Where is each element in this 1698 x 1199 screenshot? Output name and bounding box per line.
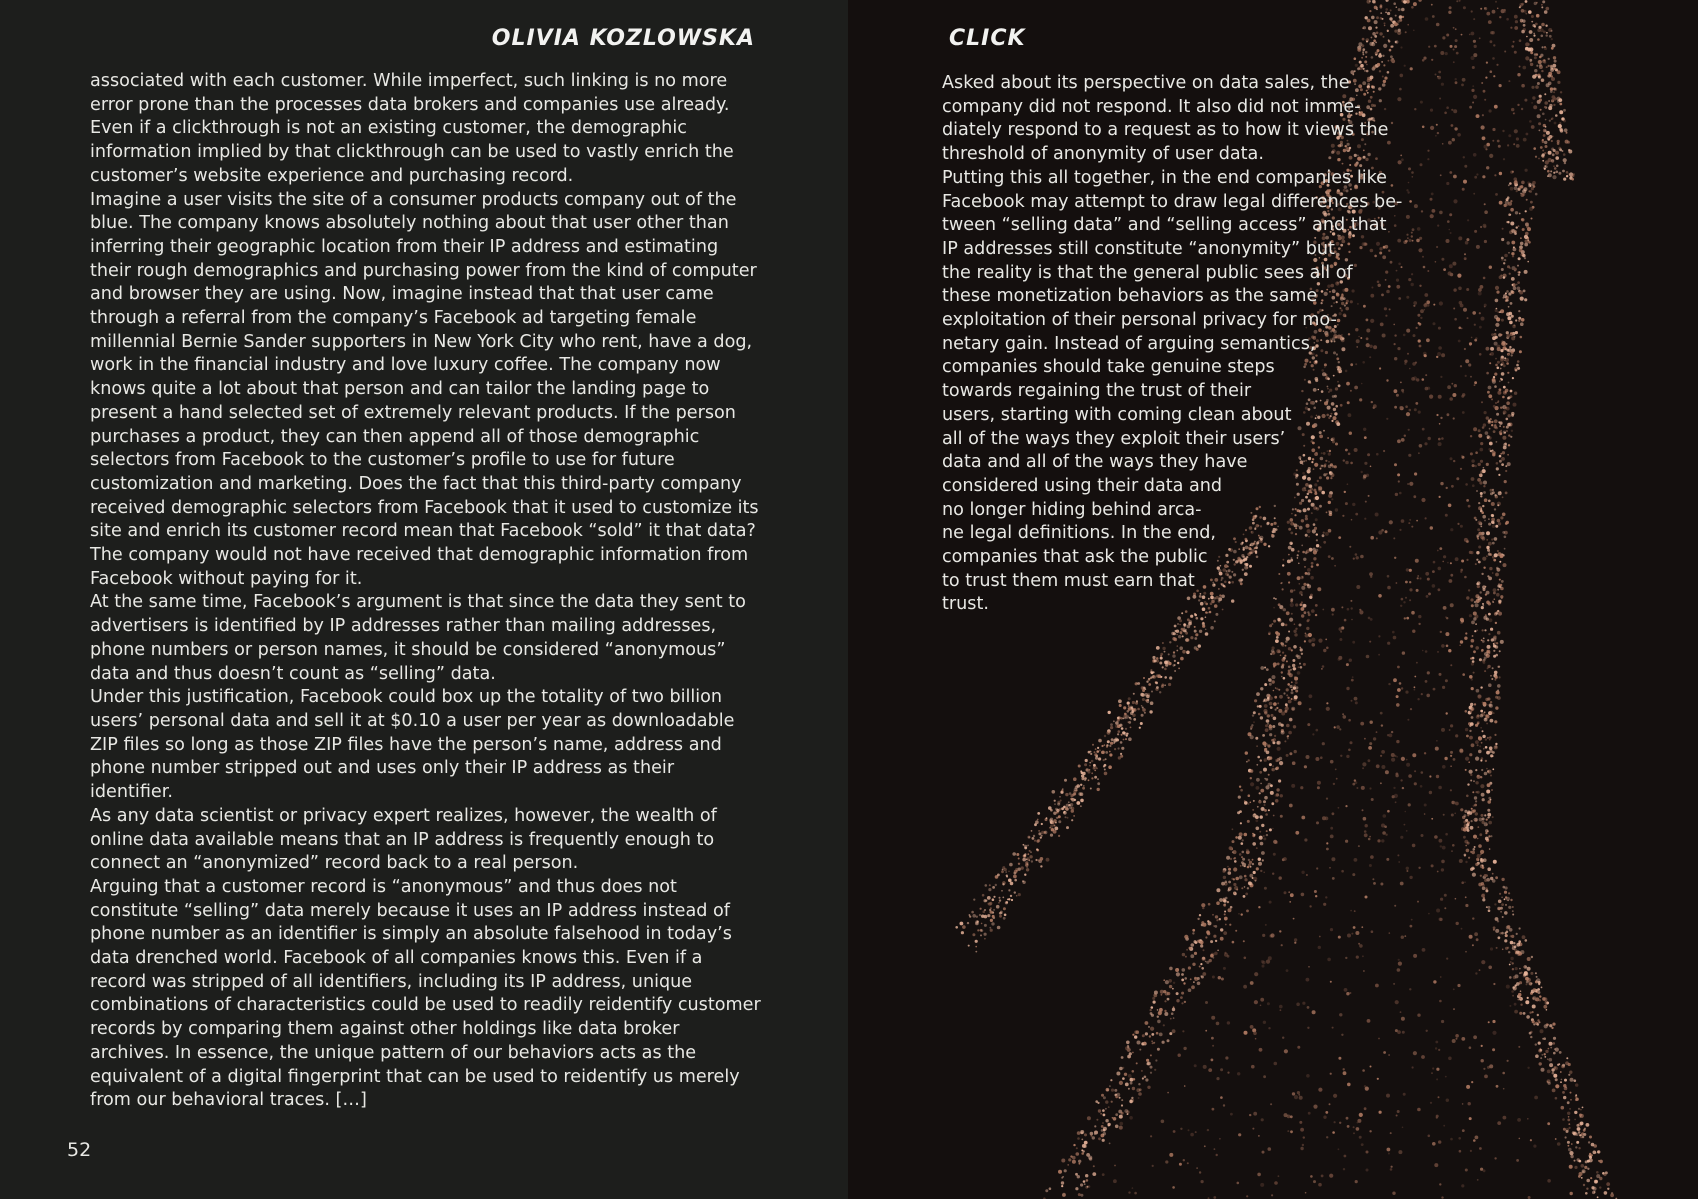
left-paragraph-2: Imagine a user visits the site of a consumer products company out of the blue. The company knows absolutely nothing about that user other than inferring their geographic location from their IP address and estimating their rough demographics and purchasing power from the kind of computer and browser they are using. Now, imagine instead that that user came through a referral from the company’s Facebook ad targeting female millennial Bernie Sander supporters in New York City who rent, have a dog, work in the financial industry and love luxury coffee. The company now knows quite a lot about that person and can tailor the landing page to present a hand selected set of extremely relevant products. If the person purchases a product, they can then append all of those demographic selectors from Facebook to the customer’s profile to use for future customization and marketing. Does the fact that this third-party company received demographic selectors from Facebook that it used to customize its site and enrich its customer record mean that Facebook “sold” it that data? The company would not have received that demographic information from Facebook without paying for it. (90, 189, 759, 589)
text-line: Asked about its perspective on data sales, the (942, 73, 1350, 93)
text-line: users, starting with coming clean about (942, 404, 1292, 425)
left-paragraph-6: Arguing that a customer record is “anonymous” and thus does not constitute “selling” data merely because it uses an IP address instead of phone number as an identifier is simply an absolute falsehood in today’s data drenched world. Facebook of all companies knows this. Even if a record was stripped of all identifiers, including its IP address, unique combinations of characteristics could be used to readily reidentify customer records by comparing them against other holdings like data broker archives. In essence, the unique pattern of our behaviors acts as the equivalent of a digital fingerprint that can be used to reidentify us merely from our behavioral traces. […] (90, 876, 761, 1111)
text-line: the reality is that the general public sees all of (942, 262, 1353, 283)
left-paragraph-1: associated with each customer. While imperfect, such linking is no more error prone than the processes data brokers and companies use already. Even if a clickthrough is not an existing customer, the demographic information implied by that clickthrough can be used to vastly enrich the customer’s website experience and purchasing record. (90, 71, 734, 186)
left-paragraph-3: At the same time, Facebook’s argument is that since the data they sent to advertisers is identified by IP addresses rather than mailing addresses, phone numbers or person names, it should be considered “anonymous” data and thus doesn’t count as “selling” data. (90, 592, 746, 684)
text-line: Facebook may attempt to draw legal differences be- (942, 191, 1403, 212)
text-line: no longer hiding behind arca- (942, 499, 1202, 520)
text-line: ne legal definitions. In the end, (942, 523, 1217, 544)
text-line: companies that ask the public (942, 547, 1208, 568)
left-paragraph-4: Under this justification, Facebook could box up the totality of two billion users’ personal data and sell it at $0.10 a user per year as downloadable ZIP files so long as those ZIP files have the person’s name, address and phone number stripped out and uses only their IP address as their identifier. (90, 687, 735, 803)
text-line: company did not respond. It also did not imme- (942, 96, 1361, 117)
text-line: threshold of anonymity of user data. (942, 144, 1264, 165)
text-line: Putting this all together, in the end companies like (942, 167, 1387, 188)
text-line: IP addresses still constitute “anonymity” but (942, 238, 1335, 259)
left-paragraph-5: As any data scientist or privacy expert realizes, however, the wealth of online data available means that an IP address is frequently enough to connect an “anonymized” record back to a real person. (90, 805, 717, 874)
text-line: all of the ways they exploit their users’ (942, 428, 1286, 449)
text-line: towards regaining the trust of their (942, 381, 1252, 402)
text-line: exploitation of their personal privacy for mo- (942, 310, 1337, 331)
text-line: these monetization behaviors as the same (942, 286, 1318, 307)
text-line: trust. (942, 594, 989, 615)
right-body-text (942, 72, 1462, 617)
right-paragraph-2 (942, 167, 1462, 617)
text-line: tween “selling data” and “selling access” and that (942, 215, 1387, 236)
left-body-text (90, 70, 762, 1113)
right-page (848, 0, 1698, 1199)
text-line: netary gain. Instead of arguing semantics, (942, 333, 1316, 354)
page-number: 52 (67, 1139, 92, 1161)
text-line: considered using their data and (942, 475, 1223, 496)
text-line: to trust them must earn that (942, 570, 1195, 591)
right-paragraph-1 (942, 72, 1462, 167)
section-running-head: CLICK (949, 26, 1026, 51)
left-page (0, 0, 848, 1199)
author-running-head: OLIVIA KOZLOWSKA (491, 26, 755, 51)
text-line: data and all of the ways they have (942, 452, 1248, 473)
text-line: diately respond to a request as to how it views the (942, 120, 1389, 141)
text-line: companies should take genuine steps (942, 357, 1275, 378)
